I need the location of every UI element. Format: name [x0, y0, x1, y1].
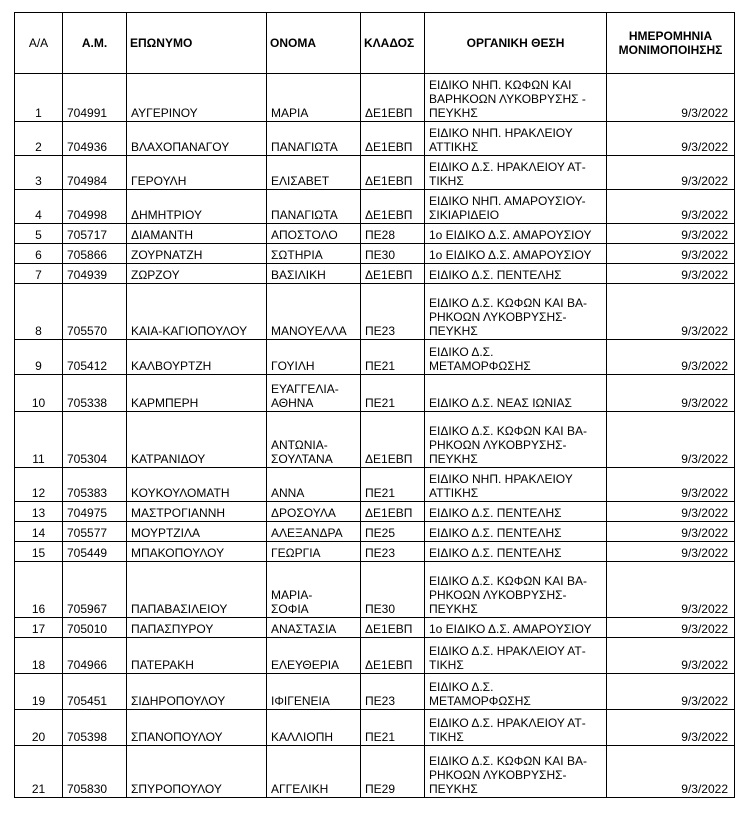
- cell-name: ΑΝΝΑ: [267, 468, 361, 502]
- cell-aa: 11: [15, 412, 63, 468]
- table-row: [15, 502, 735, 522]
- cell-name: ΕΛΙΣΑΒΕΤ: [267, 156, 361, 190]
- cell-am: 704991: [63, 74, 127, 122]
- cell-aa: 20: [15, 710, 63, 746]
- table-row: [15, 674, 735, 710]
- cell-aa: 1: [15, 74, 63, 122]
- cell-aa: 10: [15, 375, 63, 412]
- cell-name: ΜΑΡΙΑ- ΣΟΦΙΑ: [267, 562, 361, 618]
- cell-aa: 5: [15, 224, 63, 244]
- cell-am: 705398: [63, 710, 127, 746]
- cell-klados: ΠΕ29: [361, 746, 425, 798]
- table-row: [15, 746, 735, 798]
- cell-surname: ΜΟΥΡΤΖΙΛΑ: [127, 522, 267, 542]
- cell-date: 9/3/2022: [607, 190, 735, 224]
- cell-klados: ΠΕ23: [361, 284, 425, 340]
- cell-klados: ΔΕ1ΕΒΠ: [361, 264, 425, 284]
- table-row: [15, 618, 735, 638]
- cell-thesi: ΕΙΔΙΚΟ Δ.Σ. ΜΕΤΑΜΟΡΦΩΣΗΣ: [425, 674, 607, 710]
- cell-surname: ΜΑΣΤΡΟΓΙΑΝΝΗ: [127, 502, 267, 522]
- table-row: [15, 412, 735, 468]
- table-row: [15, 190, 735, 224]
- cell-name: ΕΛΕΥΘΕΡΙΑ: [267, 638, 361, 674]
- cell-am: 704939: [63, 264, 127, 284]
- cell-thesi: ΕΙΔΙΚΟ Δ.Σ. ΗΡΑΚΛΕΙΟΥ ΑΤ- ΤΙΚΗΣ: [425, 156, 607, 190]
- cell-date: 9/3/2022: [607, 122, 735, 156]
- staff-table: [14, 12, 735, 798]
- cell-date: 9/3/2022: [607, 264, 735, 284]
- cell-am: 705570: [63, 284, 127, 340]
- cell-am: 705338: [63, 375, 127, 412]
- cell-aa: 3: [15, 156, 63, 190]
- cell-date: 9/3/2022: [607, 224, 735, 244]
- cell-am: 705383: [63, 468, 127, 502]
- cell-am: 705010: [63, 618, 127, 638]
- cell-klados: ΔΕ1ΕΒΠ: [361, 638, 425, 674]
- cell-name: ΑΝΤΩΝΙΑ- ΣΟΥΛΤΑΝΑ: [267, 412, 361, 468]
- cell-name: ΑΠΟΣΤΟΛΟ: [267, 224, 361, 244]
- table-row: [15, 638, 735, 674]
- cell-surname: ΜΠΑΚΟΠΟΥΛΟΥ: [127, 542, 267, 562]
- cell-name: ΠΑΝΑΓΙΩΤΑ: [267, 122, 361, 156]
- cell-name: ΜΑΝΟΥΕΛΛΑ: [267, 284, 361, 340]
- header-date: ΗΜΕΡΟΜΗΝΙΑ ΜΟΝΙΜΟΠΟΙΗΣΗΣ: [607, 13, 735, 74]
- cell-thesi: ΕΙΔΙΚΟ Δ.Σ. ΠΕΝΤΕΛΗΣ: [425, 542, 607, 562]
- cell-surname: ΔΙΑΜΑΝΤΗ: [127, 224, 267, 244]
- cell-aa: 7: [15, 264, 63, 284]
- cell-aa: 6: [15, 244, 63, 264]
- cell-surname: ΚΑΛΒΟΥΡΤΖΗ: [127, 340, 267, 375]
- cell-klados: ΠΕ21: [361, 375, 425, 412]
- cell-am: 705830: [63, 746, 127, 798]
- cell-klados: ΠΕ30: [361, 562, 425, 618]
- cell-name: ΓΟΥΙΛΗ: [267, 340, 361, 375]
- cell-surname: ΔΗΜΗΤΡΙΟΥ: [127, 190, 267, 224]
- cell-thesi: ΕΙΔΙΚΟ Δ.Σ. ΠΕΝΤΕΛΗΣ: [425, 522, 607, 542]
- cell-surname: ΖΟΥΡΝΑΤΖΗ: [127, 244, 267, 264]
- cell-klados: ΠΕ21: [361, 340, 425, 375]
- cell-name: ΣΩΤΗΡΙΑ: [267, 244, 361, 264]
- table-row: [15, 244, 735, 264]
- cell-am: 705451: [63, 674, 127, 710]
- cell-name: ΙΦΙΓΕΝΕΙΑ: [267, 674, 361, 710]
- cell-date: 9/3/2022: [607, 674, 735, 710]
- header-aa: Α/Α: [15, 13, 63, 74]
- cell-aa: 18: [15, 638, 63, 674]
- cell-thesi: ΕΙΔΙΚΟ Δ.Σ. ΠΕΝΤΕΛΗΣ: [425, 264, 607, 284]
- table-row: [15, 74, 735, 122]
- cell-aa: 4: [15, 190, 63, 224]
- cell-surname: ΚΑΙΑ-ΚΑΓΙΟΠΟΥΛΟΥ: [127, 284, 267, 340]
- cell-thesi: ΕΙΔΙΚΟ Δ.Σ. ΚΩΦΩΝ ΚΑΙ ΒΑ- ΡΗΚΟΩΝ ΛΥΚΟΒΡΥΣΗΣ- ΠΕΥΚΗΣ: [425, 746, 607, 798]
- cell-name: ΓΕΩΡΓΙΑ: [267, 542, 361, 562]
- cell-surname: ΚΑΡΜΠΕΡΗ: [127, 375, 267, 412]
- cell-date: 9/3/2022: [607, 710, 735, 746]
- cell-klados: ΔΕ1ΕΒΠ: [361, 190, 425, 224]
- cell-date: 9/3/2022: [607, 244, 735, 264]
- cell-thesi: ΕΙΔΙΚΟ Δ.Σ. ΚΩΦΩΝ ΚΑΙ ΒΑ- ΡΗΚΟΩΝ ΛΥΚΟΒΡΥΣΗΣ- ΠΕΥΚΗΣ: [425, 412, 607, 468]
- cell-am: 704984: [63, 156, 127, 190]
- cell-date: 9/3/2022: [607, 502, 735, 522]
- cell-thesi: ΕΙΔΙΚΟ ΝΗΠ. ΑΜΑΡΟΥΣΙΟΥ- ΣΙΚΙΑΡΙΔΕΙΟ: [425, 190, 607, 224]
- cell-date: 9/3/2022: [607, 468, 735, 502]
- table-row: [15, 468, 735, 502]
- cell-name: ΚΑΛΛΙΟΠΗ: [267, 710, 361, 746]
- cell-klados: ΔΕ1ΕΒΠ: [361, 156, 425, 190]
- cell-am: 704998: [63, 190, 127, 224]
- cell-date: 9/3/2022: [607, 412, 735, 468]
- cell-thesi: 1ο ΕΙΔΙΚΟ Δ.Σ. ΑΜΑΡΟΥΣΙΟΥ: [425, 224, 607, 244]
- cell-aa: 15: [15, 542, 63, 562]
- table-row: [15, 710, 735, 746]
- cell-aa: 8: [15, 284, 63, 340]
- cell-klados: ΠΕ30: [361, 244, 425, 264]
- cell-thesi: ΕΙΔΙΚΟ Δ.Σ. ΗΡΑΚΛΕΙΟΥ ΑΤ- ΤΙΚΗΣ: [425, 638, 607, 674]
- cell-thesi: 1ο ΕΙΔΙΚΟ Δ.Σ. ΑΜΑΡΟΥΣΙΟΥ: [425, 618, 607, 638]
- cell-klados: ΠΕ28: [361, 224, 425, 244]
- cell-klados: ΠΕ21: [361, 468, 425, 502]
- cell-am: 704975: [63, 502, 127, 522]
- cell-date: 9/3/2022: [607, 522, 735, 542]
- cell-surname: ΒΛΑΧΟΠΑΝΑΓΟΥ: [127, 122, 267, 156]
- cell-am: 705717: [63, 224, 127, 244]
- cell-aa: 12: [15, 468, 63, 502]
- cell-klados: ΠΕ21: [361, 710, 425, 746]
- cell-surname: ΓΕΡΟΥΛΗ: [127, 156, 267, 190]
- cell-aa: 14: [15, 522, 63, 542]
- cell-name: ΑΝΑΣΤΑΣΙΑ: [267, 618, 361, 638]
- cell-klados: ΔΕ1ΕΒΠ: [361, 74, 425, 122]
- cell-name: ΑΓΓΕΛΙΚΗ: [267, 746, 361, 798]
- cell-date: 9/3/2022: [607, 746, 735, 798]
- cell-thesi: ΕΙΔΙΚΟ Δ.Σ. ΝΕΑΣ ΙΩΝΙΑΣ: [425, 375, 607, 412]
- cell-surname: ΣΠΥΡΟΠΟΥΛΟΥ: [127, 746, 267, 798]
- table-header-row: [15, 13, 735, 74]
- cell-date: 9/3/2022: [607, 74, 735, 122]
- cell-surname: ΑΥΓΕΡΙΝΟΥ: [127, 74, 267, 122]
- table-row: [15, 542, 735, 562]
- cell-thesi: ΕΙΔΙΚΟ ΝΗΠ. ΗΡΑΚΛΕΙΟΥ ΑΤΤΙΚΗΣ: [425, 122, 607, 156]
- cell-am: 705304: [63, 412, 127, 468]
- table-row: [15, 375, 735, 412]
- cell-klados: ΔΕ1ΕΒΠ: [361, 618, 425, 638]
- cell-date: 9/3/2022: [607, 156, 735, 190]
- cell-date: 9/3/2022: [607, 340, 735, 375]
- table-row: [15, 122, 735, 156]
- cell-surname: ΣΙΔΗΡΟΠΟΥΛΟΥ: [127, 674, 267, 710]
- cell-aa: 19: [15, 674, 63, 710]
- cell-am: 705967: [63, 562, 127, 618]
- cell-aa: 16: [15, 562, 63, 618]
- cell-surname: ΣΠΑΝΟΠΟΥΛΟΥ: [127, 710, 267, 746]
- table-row: [15, 156, 735, 190]
- cell-thesi: ΕΙΔΙΚΟ Δ.Σ. ΜΕΤΑΜΟΡΦΩΣΗΣ: [425, 340, 607, 375]
- table-row: [15, 224, 735, 244]
- header-thesi: ΟΡΓΑΝΙΚΗ ΘΕΣΗ: [425, 13, 607, 74]
- cell-thesi: ΕΙΔΙΚΟ Δ.Σ. ΚΩΦΩΝ ΚΑΙ ΒΑ- ΡΗΚΟΩΝ ΛΥΚΟΒΡΥΣΗΣ- ΠΕΥΚΗΣ: [425, 562, 607, 618]
- cell-am: 705577: [63, 522, 127, 542]
- cell-name: ΑΛΕΞΑΝΔΡΑ: [267, 522, 361, 542]
- cell-aa: 2: [15, 122, 63, 156]
- cell-am: 705412: [63, 340, 127, 375]
- cell-am: 704936: [63, 122, 127, 156]
- cell-surname: ΠΑΠΑΒΑΣΙΛΕΙΟΥ: [127, 562, 267, 618]
- cell-klados: ΠΕ23: [361, 674, 425, 710]
- cell-surname: ΠΑΤΕΡΑΚΗ: [127, 638, 267, 674]
- table-row: [15, 284, 735, 340]
- header-name: ΟΝΟΜΑ: [267, 13, 361, 74]
- cell-aa: 13: [15, 502, 63, 522]
- cell-aa: 17: [15, 618, 63, 638]
- cell-thesi: ΕΙΔΙΚΟ Δ.Σ. ΠΕΝΤΕΛΗΣ: [425, 502, 607, 522]
- cell-date: 9/3/2022: [607, 375, 735, 412]
- cell-aa: 21: [15, 746, 63, 798]
- header-am: Α.Μ.: [63, 13, 127, 74]
- cell-name: ΒΑΣΙΛΙΚΗ: [267, 264, 361, 284]
- cell-thesi: ΕΙΔΙΚΟ Δ.Σ. ΗΡΑΚΛΕΙΟΥ ΑΤ- ΤΙΚΗΣ: [425, 710, 607, 746]
- cell-klados: ΠΕ25: [361, 522, 425, 542]
- cell-klados: ΔΕ1ΕΒΠ: [361, 412, 425, 468]
- cell-date: 9/3/2022: [607, 618, 735, 638]
- cell-name: ΜΑΡΙΑ: [267, 74, 361, 122]
- cell-name: ΠΑΝΑΓΙΩΤΑ: [267, 190, 361, 224]
- table-row: [15, 340, 735, 375]
- cell-surname: ΚΟΥΚΟΥΛΟΜΑΤΗ: [127, 468, 267, 502]
- header-surname: ΕΠΩΝΥΜΟ: [127, 13, 267, 74]
- cell-date: 9/3/2022: [607, 284, 735, 340]
- cell-surname: ΚΑΤΡΑΝΙΔΟΥ: [127, 412, 267, 468]
- cell-thesi: 1ο ΕΙΔΙΚΟ Δ.Σ. ΑΜΑΡΟΥΣΙΟΥ: [425, 244, 607, 264]
- cell-thesi: ΕΙΔΙΚΟ ΝΗΠ. ΚΩΦΩΝ ΚΑΙ ΒΑΡΗΚΟΩΝ ΛΥΚΟΒΡΥΣΗΣ - ΠΕΥΚΗΣ: [425, 74, 607, 122]
- table-row: [15, 562, 735, 618]
- cell-thesi: ΕΙΔΙΚΟ ΝΗΠ. ΗΡΑΚΛΕΙΟΥ ΑΤΤΙΚΗΣ: [425, 468, 607, 502]
- cell-surname: ΖΩΡΖΟΥ: [127, 264, 267, 284]
- cell-klados: ΠΕ23: [361, 542, 425, 562]
- cell-klados: ΔΕ1ΕΒΠ: [361, 122, 425, 156]
- table-row: [15, 264, 735, 284]
- cell-date: 9/3/2022: [607, 562, 735, 618]
- cell-aa: 9: [15, 340, 63, 375]
- cell-name: ΕΥΑΓΓΕΛΙΑ- ΑΘΗΝΑ: [267, 375, 361, 412]
- table-row: [15, 522, 735, 542]
- cell-thesi: ΕΙΔΙΚΟ Δ.Σ. ΚΩΦΩΝ ΚΑΙ ΒΑ- ΡΗΚΟΩΝ ΛΥΚΟΒΡΥΣΗΣ- ΠΕΥΚΗΣ: [425, 284, 607, 340]
- cell-date: 9/3/2022: [607, 638, 735, 674]
- cell-am: 705866: [63, 244, 127, 264]
- cell-date: 9/3/2022: [607, 542, 735, 562]
- header-klados: ΚΛΑΔΟΣ: [361, 13, 425, 74]
- cell-klados: ΔΕ1ΕΒΠ: [361, 502, 425, 522]
- cell-am: 704966: [63, 638, 127, 674]
- cell-surname: ΠΑΠΑΣΠΥΡΟΥ: [127, 618, 267, 638]
- cell-am: 705449: [63, 542, 127, 562]
- cell-name: ΔΡΟΣΟΥΛΑ: [267, 502, 361, 522]
